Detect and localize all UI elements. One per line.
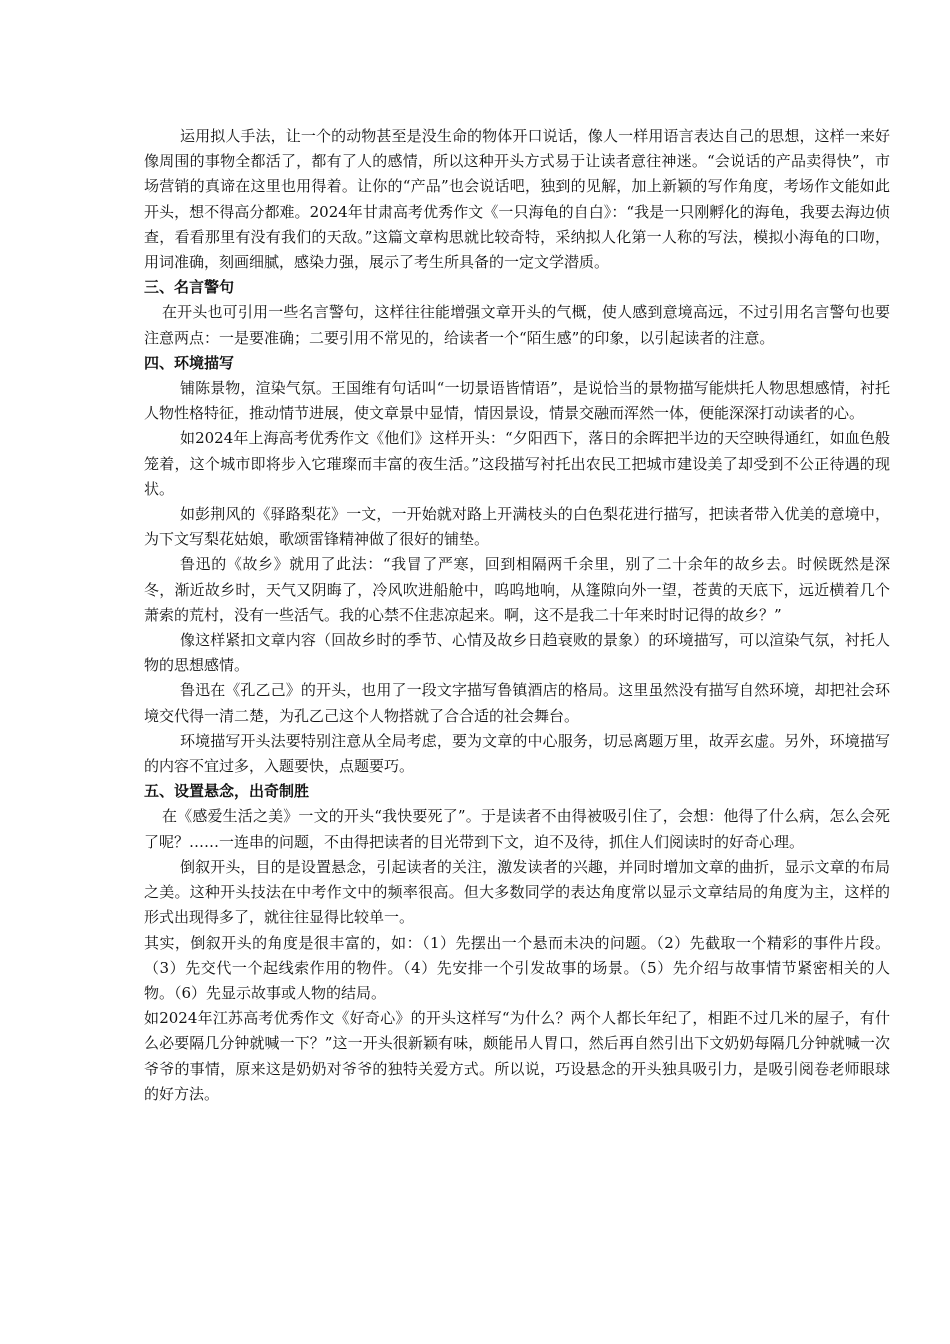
- paragraph-environment-intro: 铺陈景物，渲染气氛。王国维有句话叫“一切景语皆情语”，是说恰当的景物描写能烘托人物思想感情，衬托人物性格特征，推动情节进展，使文章景中显情，情因景设，情景交融而浑然一体，便能深深打动读者的心。: [144, 379, 890, 423]
- paragraph-flashback: 倒叙开头，目的是设置悬念，引起读者的关注，激发读者的兴趣，并同时增加文章的曲折，显示文章的布局之美。这种开头技法在中考作文中的频率很高。但大多数同学的表达角度常以显示文章结局的角度为主，这样的形式出现得多了，就往往显得比较单一。: [144, 857, 890, 927]
- paragraph-personification: 运用拟人手法，让一个的动物甚至是没生命的物体开口说话，像人一样用语言表达自己的思想，这样一来好像周围的事物全都活了，都有了人的感情，所以这种开头方式易于让读者意往神迷。“会说话的产品卖得快”，市场营销的真谛在这里也用得着。让你的“产品”也会说话吧，独到的见解，加上新颖的写作角度，考场作文能如此开头，想不得高分都难。2024年甘肃高考优秀作文《一只海龟的自白》：“我是一只刚孵化的海龟，我要去海边侦查，看看那里有没有我们的天敌。”这篇文章构思就比较奇特，采纳拟人化第一人称的写法，模拟小海龟的口吻，用词准确，刻画细腻，感染力强，展示了考生所具备的一定文学潜质。: [144, 127, 890, 272]
- section-heading-suspense: 五、设置悬念，出奇制胜: [144, 782, 310, 801]
- paragraph-quotes: 在开头也可引用一些名言警句，这样往往能增强文章开头的气概，使人感到意境高远，不过引用名言警句也要注意两点：一是要准确；二要引用不常见的，给读者一个“陌生感”的印象，以引起读者的注意。: [144, 303, 890, 347]
- section-heading-quotes: 三、名言警句: [144, 278, 235, 297]
- paragraph-curiosity-example: 如2024年江苏高考优秀作文《好奇心》的开头这样写“为什么？两个人都长年纪了，相距不过几米的屋子，有什么必要隔几分钟就喊一下？”这一开头很新颖有味，颇能吊人胃口，然后再自然引出下文奶奶每隔几分钟就喊一次爷爷的事情，原来这是奶奶对爷爷的独特关爱方式。所以说，巧设悬念的开头独具吸引力，是吸引阅卷老师眼球的好方法。: [144, 1009, 890, 1103]
- paragraph-hometown-comment: 像这样紧扣文章内容（回故乡时的季节、心情及故乡日趋衰败的景象）的环境描写，可以渲染气氛，衬托人物的思想感情。: [144, 631, 890, 675]
- paragraph-pear-blossom-example: 如彭荆风的《驿路梨花》一文，一开始就对路上开满枝头的白色梨花进行描写，把读者带入优美的意境中，为下文写梨花姑娘，歌颂雷锋精神做了很好的铺垫。: [144, 505, 890, 549]
- paragraph-suspense-example: 在《感爱生活之美》一文的开头“我快要死了”。于是读者不由得被吸引住了，会想：他得了什么病，怎么会死了呢？……一连串的问题，不由得把读者的目光带到下文，迫不及待，抓住人们阅读时的好奇心理。: [144, 807, 890, 851]
- paragraph-kong-yiji-example: 鲁迅在《孔乙己》的开头，也用了一段文字描写鲁镇酒店的格局。这里虽然没有描写自然环境，却把社会环境交代得一清二楚，为孔乙己这个人物搭就了合合适的社会舞台。: [144, 681, 890, 725]
- paragraph-flashback-angles: 其实，倒叙开头的角度是很丰富的，如：（1）先摆出一个悬而未决的问题。（2）先截取一个精彩的事件片段。（3）先交代一个起线索作用的物件。（4）先安排一个引发故事的场景。（5）先介绍与故事情节紧密相关的人物。（6）先显示故事或人物的结局。: [144, 933, 890, 1002]
- section-heading-environment: 四、环境描写: [144, 353, 235, 372]
- paragraph-hometown-example: 鲁迅的《故乡》就用了此法：“我冒了严寒，回到相隔两千余里，别了二十余年的故乡去。时候既然是深冬，渐近故乡时，天气又阴晦了，冷风吹进船舱中，呜呜地响，从篷隙向外一望，苍黄的天底下，远近横着几个萧索的荒村，没有一些活气。我的心禁不住悲凉起来。啊，这不是我二十年来时时记得的故乡？”: [144, 555, 890, 624]
- paragraph-shanghai-example: 如2024年上海高考优秀作文《他们》这样开头：“夕阳西下，落日的余晖把半边的天空映得通红，如血色般笼着，这个城市即将步入它璀璨而丰富的夜生活。”这段描写衬托出农民工把城市建设美了却受到不公正待遇的现状。: [144, 429, 890, 498]
- paragraph-environment-tips: 环境描写开头法要特别注意从全局考虑，要为文章的中心服务，切忌离题万里，故弄玄虚。另外，环境描写的内容不宜过多，入题要快，点题要巧。: [144, 731, 890, 776]
